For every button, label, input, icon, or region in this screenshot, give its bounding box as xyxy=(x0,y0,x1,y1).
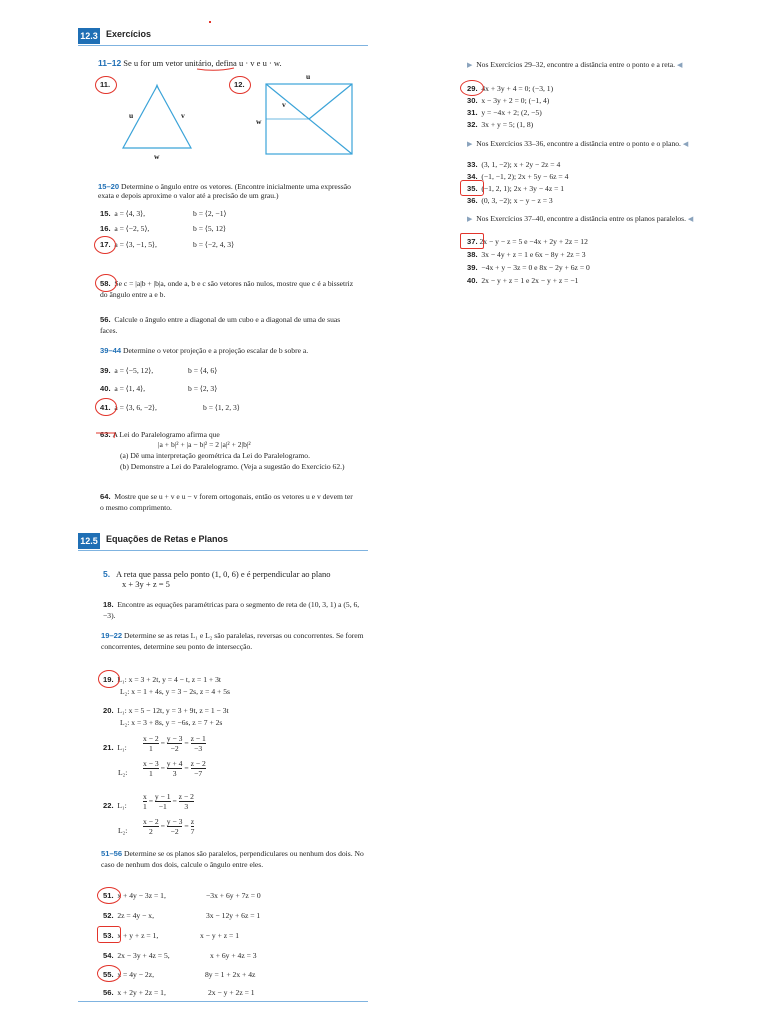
group-33-36-header: ▶ Nos Exercícios 33–36, encontre a distância entre o ponto e o plano. ◀ xyxy=(467,139,689,148)
circle-mark-35 xyxy=(460,180,484,196)
underline-unitario xyxy=(196,67,236,71)
exercise-18: 18. Encontre as equações paramétricas para o segmento de reta de (10, 3, 1) a (5, 6, −3). xyxy=(103,600,360,620)
exercise-19: 19. L₁: x = 3 + 2t, y = 4 − t, z = 1 + 3t xyxy=(103,675,222,684)
exercise-22-line2: $\frac{x - 2}{2}$ = $\frac{y - 3}{-2}$ = $\frac{z}{7}$ xyxy=(143,817,195,836)
exercise-41: 41. a = ⟨3, 6, −2⟩, xyxy=(100,403,157,412)
section-title: Exercícios xyxy=(106,29,152,39)
exercise-22-line1: $\frac{x}{1}$ = $\frac{y - 1}{-1}$ = $\frac{z - 2}{3}$ xyxy=(143,792,194,811)
exercise-22-L2-label: L₂: xyxy=(118,826,128,835)
exercise-39-planes: 39. −4x + y − 3z = 0 e 8x − 2y + 6z = 0 xyxy=(467,263,590,272)
circle-mark-55 xyxy=(97,965,121,982)
exercise-15-b: b = ⟨2, −1⟩ xyxy=(193,209,227,218)
exercise-15-20-header: 15–20 Determine o ângulo entre os vetores. (Encontre inicialmente uma expressão exata e depois aproxime o valor até a precisão de um grau.) xyxy=(98,182,351,200)
exercise-20: 20. L₁: x = 5 − 12t, y = 3 + 9t, z = 1 − 3t xyxy=(103,706,229,715)
exercise-30: 30. x − 3y + 2 = 0; (−1, 4) xyxy=(467,96,550,105)
exercise-21-line1: $\frac{x - 2}{1}$ = $\frac{y - 3}{-2}$ = $\frac{z - 1}{-3}$ xyxy=(143,734,206,753)
circle-mark-51 xyxy=(97,887,121,904)
section-rule xyxy=(78,550,368,551)
exercise-31: 31. y = −4x + 2; (2, −5) xyxy=(467,108,542,117)
exercise-11-12-header: 11–12 Se u for um vetor unitário, defina u · v e u · w. xyxy=(98,58,282,68)
group-37-40-header: ▶ Nos Exercícios 37–40, encontre a distância entre os planos paralelos. ◀ xyxy=(467,214,694,223)
bottom-rule xyxy=(78,1001,368,1002)
square-label-u: u xyxy=(306,72,311,81)
circle-mark-41 xyxy=(95,398,117,416)
exercise-11-number: 11. xyxy=(100,80,111,89)
exercise-21-line2: $\frac{x - 3}{1}$ = $\frac{y + 4}{3}$ = $\frac{z - 2}{-7}$ xyxy=(143,759,206,778)
triangle-label-w: w xyxy=(154,152,160,161)
exercise-40-b: b = ⟨2, 3⟩ xyxy=(188,384,218,393)
exercise-52: 52. 2z = 4y − x, xyxy=(103,911,154,920)
section-header-12-5 xyxy=(78,533,368,549)
exercise-17-b: b = ⟨−2, 4, 3⟩ xyxy=(193,240,235,249)
exercise-22: 22. L₁: xyxy=(103,801,127,810)
parallelogram-formula: |a + b|² + |a − b|² = 2 |a|² + 2|b|² xyxy=(158,440,251,449)
exercise-64: 64. Mostre que se u + v e u − v forem ortogonais, então os vetores u e v devem ter o mesmo comprimento. xyxy=(100,492,353,512)
section-rule xyxy=(78,45,368,46)
exercise-21: 21. L₁: xyxy=(103,743,127,752)
exercise-54: 54. 2x − 3y + 4z = 5, xyxy=(103,951,170,960)
exercise-40-planes: 40. 2x − y + z = 1 e 2x − y + z = −1 xyxy=(467,276,579,285)
exercise-16-b: b = ⟨5, 12⟩ xyxy=(193,224,226,233)
exercise-58: 58. Se c = |a|b + |b|a, onde a, b e c são vetores não nulos, mostre que c é a bissetriz do ângulo entre a e b. xyxy=(100,279,354,299)
exercise-56-cube: 56. Calcule o ângulo entre a diagonal de um cubo e a diagonal de uma de suas faces. xyxy=(100,315,341,335)
square-figure xyxy=(264,82,354,157)
exercise-35: 35. (−1, 2, 1); 2x + 3y − 4z = 1 xyxy=(467,184,565,193)
exercise-36: 36. (0, 3, −2); x − y − z = 3 xyxy=(467,196,553,205)
circle-mark-58 xyxy=(95,274,117,292)
section-header-12-3 xyxy=(78,28,368,44)
exercise-11-12-text: Se u for um vetor unitário, defina u · v e u · w. xyxy=(123,58,282,68)
circle-mark-19 xyxy=(98,670,120,688)
exercise-20-L2: L₂: x = 3 + 8s, y = −6s, z = 7 + 2s xyxy=(120,718,223,727)
exercise-39-b: b = ⟨4, 6⟩ xyxy=(188,366,218,375)
exercise-21-L2-label: L₂: xyxy=(118,768,128,777)
exercise-63-b: (b) Demonstre a Lei do Paralelogramo. (Veja a sugestão do Exercício 62.) xyxy=(120,462,345,471)
circle-mark-12 xyxy=(229,76,251,94)
exercise-54-q: x + 6y + 4z = 3 xyxy=(210,951,257,960)
exercise-63-a: (a) Dê uma interpretação geométrica da Lei do Paralelogramo. xyxy=(120,451,310,460)
exercise-55-q: 8y = 1 + 2x + 4z xyxy=(205,970,256,979)
exercise-53: 53. x + y + z = 1, xyxy=(103,931,159,940)
circle-mark-11 xyxy=(95,76,117,94)
triangle-label-v: v xyxy=(181,111,185,120)
red-mark xyxy=(209,21,211,23)
exercise-38-planes: 38. 3x − 4y + z = 1 e 6x − 8y + 2z = 3 xyxy=(467,250,586,259)
exercise-17: 17. a = ⟨3, −1, 5⟩, xyxy=(100,240,157,249)
circle-mark-37 xyxy=(460,233,484,249)
exercise-63: 63. A Lei do Paralelogramo afirma que xyxy=(100,430,220,439)
exercise-19-L2: L₂: x = 1 + 4s, y = 3 − 2s, z = 4 + 5s xyxy=(120,687,230,696)
exercise-12-number: 12. xyxy=(234,80,245,89)
section-number: 12.3 xyxy=(78,28,100,44)
exercise-32: 32. 3x + y = 5; (1, 8) xyxy=(467,120,534,129)
exercise-39-44-header: 39–44 Determine o vetor projeção e a projeção escalar de b sobre a. xyxy=(100,346,309,355)
exercise-37-planes: 37. 2x − y − z = 5 e −4x + 2y + 2z = 12 xyxy=(467,237,588,246)
exercise-40: 40. a = ⟨1, 4⟩, xyxy=(100,384,146,393)
exercise-19-22-header: 19–22 Determine se as retas L₁ e L₂ são paralelas, reversas ou concorrentes. Se forem concorrentes, determine seu ponto de intersecção. xyxy=(101,631,364,651)
exercise-55: 55. x = 4y − 2z, xyxy=(103,970,154,979)
exercise-29: 29. 4x + 3y + 4 = 0; (−3, 1) xyxy=(467,84,554,93)
exercise-51-q: −3x + 6y + 7z = 0 xyxy=(206,891,261,900)
exercise-16: 16. a = ⟨−2, 5⟩, xyxy=(100,224,150,233)
circle-mark-53 xyxy=(97,926,121,943)
square-label-w: w xyxy=(256,117,262,126)
group-29-32-header: ▶ Nos Exercícios 29–32, encontre a distância entre o ponto e a reta. ◀ xyxy=(467,60,683,69)
exercise-53-q: x − y + z = 1 xyxy=(200,931,239,940)
exercise-39: 39. a = ⟨−5, 12⟩, xyxy=(100,366,154,375)
triangle-label-u: u xyxy=(129,111,134,120)
circle-mark-17 xyxy=(94,236,116,254)
exercise-56-q: 2x − y + 2z = 1 xyxy=(208,988,255,997)
exercise-33: 33. (3, 1, −2); x + 2y − 2z = 4 xyxy=(467,160,561,169)
exercise-15: 15. a = ⟨4, 3⟩, xyxy=(100,209,146,218)
exercise-41-b: b = ⟨1, 2, 3⟩ xyxy=(203,403,240,412)
exercise-56-planes: 56. x + 2y + 2z = 1, xyxy=(103,988,166,997)
exercise-5: 5. A reta que passa pelo ponto (1, 0, 6) e é perpendicular ao plano xyxy=(103,569,331,579)
exercise-52-q: 3x − 12y + 6z = 1 xyxy=(206,911,261,920)
section-number: 12.5 xyxy=(78,533,100,549)
section-title: Equações de Retas e Planos xyxy=(106,534,229,544)
exercise-5-plane: x + 3y + z = 5 xyxy=(122,579,170,589)
check-mark-63 xyxy=(95,429,117,439)
square-label-v: v xyxy=(282,100,286,109)
exercise-51-56-header: 51–56 Determine se os planos são paralelos, perpendiculares ou nenhum dos dois. No caso de nenhum dos dois, calcule o ângulo entre eles. xyxy=(101,849,364,869)
exercise-51: 51. x + 4y − 3z = 1, xyxy=(103,891,166,900)
circle-mark-29 xyxy=(460,80,484,96)
exercise-34: 34. (−1, −1, 2); 2x + 5y − 6z = 4 xyxy=(467,172,569,181)
